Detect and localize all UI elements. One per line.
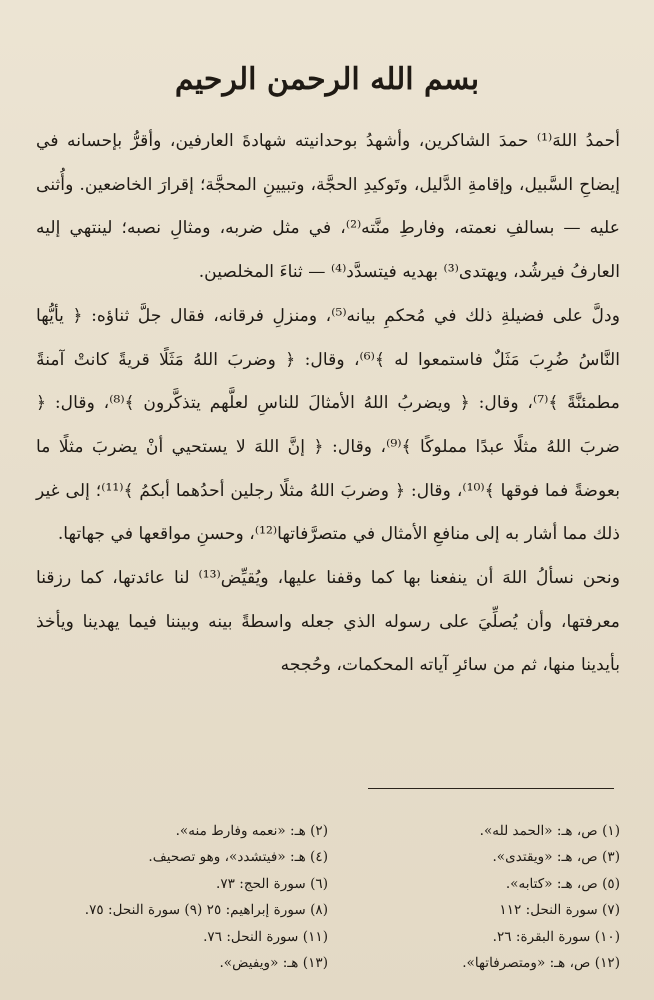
footnote-row bbox=[46, 818, 620, 844]
footnote: (٧) سورة النحل: ١١٢ bbox=[499, 902, 620, 919]
paragraph-2: ودلَّ على فضيلةِ ذلك في مُحكمِ بيانه⁽⁵⁾، ومنزلِ فرقانه، فقال جلَّ ثناؤه: ﴿ يأيُّها النَّاسُ ضُرِبَ مَثَلٌ فاستمعوا له ﴾⁽⁶⁾، وقال: ﴿ وضربَ اللهُ مَثَلًا قريةً كانتْ آمنةً مطمئنَّةً ﴾⁽⁷⁾، وقال: ﴿ ويضربُ اللهُ الأمثالَ للناسِ لعلَّهم يتذكَّرون ﴾⁽⁸⁾، وقال: ﴿ ضربَ اللهُ مثلًا عبدًا مملوكًا ﴾⁽⁹⁾، وقال: ﴿ إنَّ اللهَ لا يستحيي أنْ يضربَ مثلًا ما بعوضةً فما فوقها ﴾⁽¹⁰⁾، وقال: ﴿ وضربَ اللهُ مثلًا رجلين أحدُهما أبكمُ ﴾⁽¹¹⁾؛ إلى غير ذلك مما أشار به إلى منافعِ الأمثال في متصرَّفاتها⁽¹²⁾، وحسنِ مواقعها في جهاتها. bbox=[36, 305, 620, 545]
footnote-separator bbox=[368, 788, 614, 789]
footnote-row bbox=[46, 844, 620, 870]
footnote: (١٣) هـ: «ويفيض». bbox=[219, 955, 328, 972]
basmala-heading: بسم الله الرحمن الرحيم bbox=[174, 62, 480, 97]
footnote: (٨) سورة إبراهيم: ٢٥ (٩) سورة النحل: ٧٥. bbox=[84, 902, 328, 919]
footnote-row bbox=[46, 924, 620, 950]
footnote-row bbox=[46, 950, 620, 976]
footnote: (١٠) سورة البقرة: ٢٦. bbox=[492, 928, 620, 945]
footnote-row bbox=[46, 897, 620, 923]
footnote: (١٢) ص، هـ: «ومتصرفاتها». bbox=[462, 955, 620, 972]
footnote: (٣) ص، هـ: «ويقتدى». bbox=[492, 849, 620, 866]
footnote-row bbox=[46, 871, 620, 897]
footnote: (٤) هـ: «فيتشدد»، وهو تصحيف. bbox=[148, 849, 328, 866]
footnote: (٢) هـ: «نعمه وفارط منه». bbox=[175, 823, 328, 839]
footnote: (٦) سورة الحج: ٧٣. bbox=[216, 875, 328, 892]
footnote: (١) ص، هـ: «الحمد لله». bbox=[479, 823, 620, 839]
paragraph-1: أحمدُ اللهَ⁽¹⁾ حمدَ الشاكرين، وأشهدُ بوحدانيته شهادةَ العارفين، وأقرُّ بإحسانه في إيضاحِ السَّبيل، وإقامةِ الدَّليل، وتَوكيدِ الحجَّة، وتبيينِ المحجَّة؛ إقرارَ الخاضعين. وأُثنى عليه — بسالفِ نعمته، وفارطِ منَّته⁽²⁾، في مثل ضربه، ومثالِ نصبه؛ لينتهي إليه العارفُ فيرشُد، ويهتدى⁽³⁾ بهديه فيتسدَّد⁽⁴⁾ — ثناءَ المخلصين. bbox=[36, 131, 620, 283]
footnote: (١١) سورة النحل: ٧٦. bbox=[203, 928, 328, 945]
paragraph-3: ونحن نسألُ اللهَ أن ينفعنا بها كما وقفنا عليها، ويُقيِّض⁽¹³⁾ لنا عائدتها، كما رزقنا معرفتها، وأن يُصلِّيَ على رسوله الذي جعله واسطةً بينه وبيننا فيما يهدينا ويأخذ بأيدينا منها، ثم من سائرِ آياته المحكمات، وحُججه bbox=[36, 568, 621, 676]
footnote: (٥) ص، هـ: «كتابه». bbox=[505, 875, 620, 892]
footnotes bbox=[46, 818, 620, 976]
main-text bbox=[36, 120, 620, 688]
